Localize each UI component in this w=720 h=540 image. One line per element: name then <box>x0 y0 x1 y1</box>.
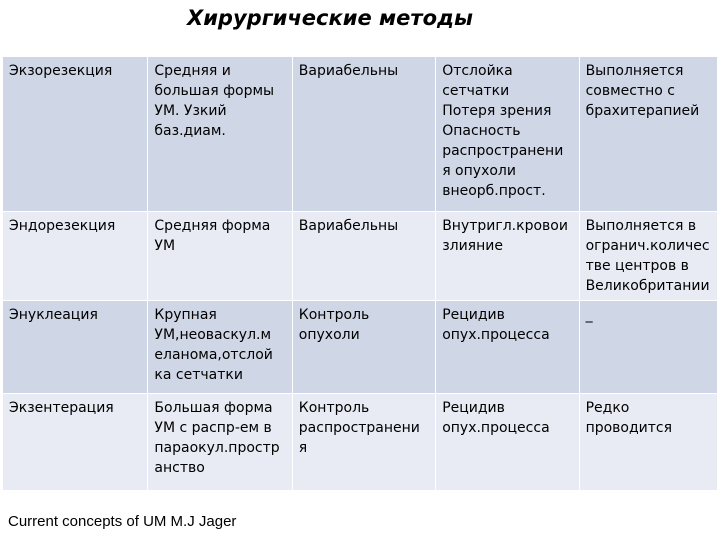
table-cell <box>579 301 717 394</box>
table-cell <box>148 394 292 491</box>
cell-text: Вариабельны <box>298 63 399 79</box>
table-cell <box>579 57 717 212</box>
table-cell <box>579 212 717 301</box>
table-cell <box>292 212 435 301</box>
cell-text: Средняя форма УМ <box>154 218 271 254</box>
page-title: Хирургические методы <box>187 6 473 30</box>
table-cell <box>3 212 148 301</box>
table-cell <box>292 301 435 394</box>
table-cell <box>148 301 292 394</box>
table-cell <box>436 394 579 491</box>
cell-text: Рецидив опух.процесса <box>442 400 550 436</box>
cell-text: Внутригл.кровои злияние <box>442 218 568 254</box>
table-row <box>3 394 718 491</box>
cell-text: Экзентерация <box>9 400 114 416</box>
table-cell <box>436 57 579 212</box>
table-cell <box>292 57 435 212</box>
source-citation: Current concepts of UM M.J Jager <box>8 513 237 530</box>
cell-text: Энуклеация <box>9 307 98 323</box>
table-cell <box>579 394 717 491</box>
table-cell <box>292 394 435 491</box>
table-cell <box>3 301 148 394</box>
table-cell <box>3 57 148 212</box>
cell-text: Контроль опухоли <box>298 307 370 343</box>
cell-text: Большая форма УМ с распр-ем в параокул.простр анство <box>154 400 280 476</box>
cell-text: Выполняется в огранич.количес тве центров в Великобритании <box>585 218 710 294</box>
cell-text: Контроль распространени я <box>298 400 420 456</box>
cell-text: Крупная УМ,неоваскул.м еланома,отслой ка сетчатки <box>154 307 273 383</box>
cell-text: _ <box>585 307 593 323</box>
cell-text: Отслойка сетчатки Потеря зрения Опасность распространени я опухоли внеорб.прост. <box>442 63 564 199</box>
table-row <box>3 301 718 394</box>
table-cell <box>3 394 148 491</box>
table-row <box>3 212 718 301</box>
cell-text: Экзорезекция <box>9 63 113 79</box>
table-cell <box>148 57 292 212</box>
cell-text: Средняя и большая формы УМ. Узкий баз.диам. <box>154 63 275 139</box>
cell-text: Вариабельны <box>298 218 399 234</box>
cell-text: Редко проводится <box>585 400 673 436</box>
table-row <box>3 57 718 212</box>
cell-text: Выполняется совместно с брахитерапией <box>585 63 700 119</box>
cell-text: Эндорезекция <box>9 218 116 234</box>
table-cell <box>436 301 579 394</box>
cell-text: Рецидив опух.процесса <box>442 307 550 343</box>
table-cell <box>148 212 292 301</box>
table-cell <box>436 212 579 301</box>
surgical-methods-table <box>2 56 718 491</box>
